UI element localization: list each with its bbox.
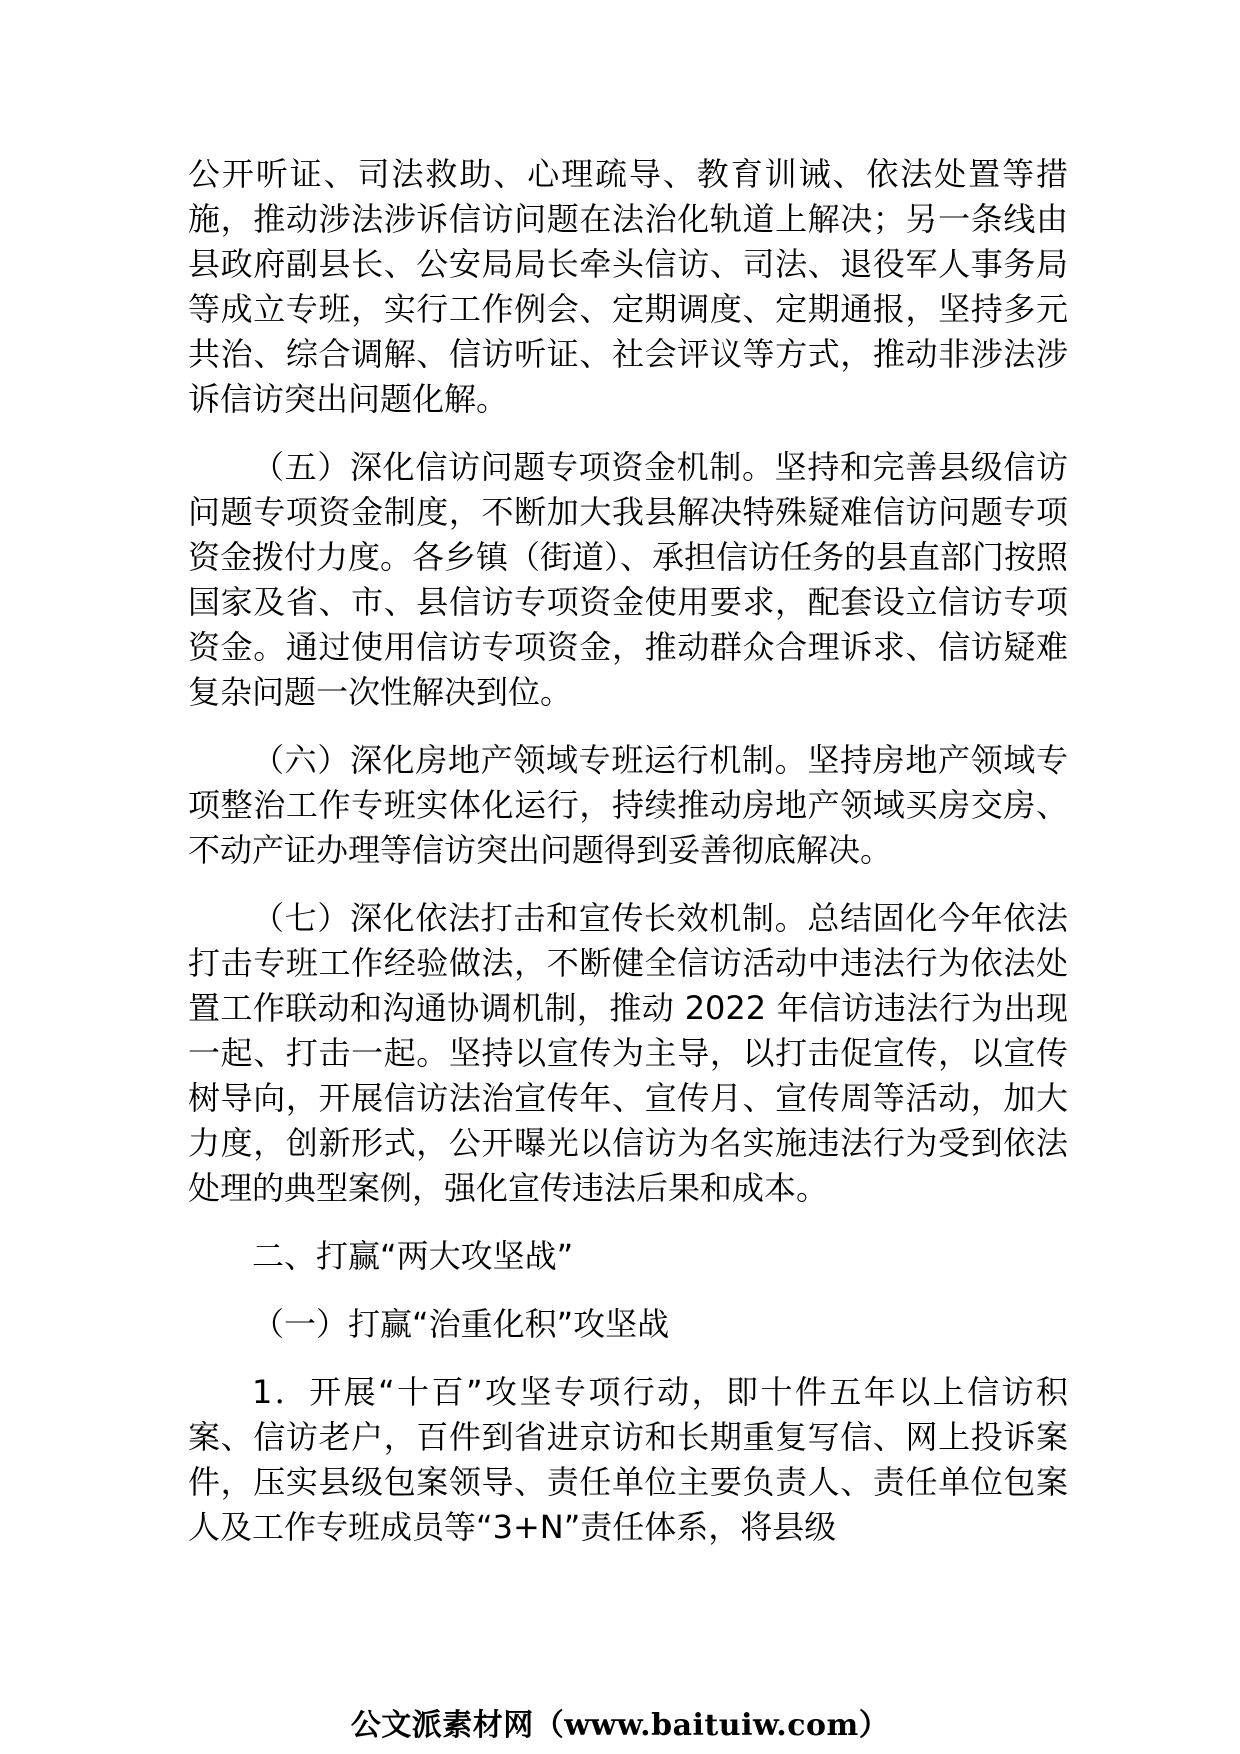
paragraph-action-item-1: 1．开展“十百”攻坚专项行动，即十件五年以上信访积案、信访老户，百件到省进京访和长期重复写信、网上投诉案件，压实县级包案领导、责任单位主要负责人、责任单位包案人及工作专班成员等“3+N”责任体系，将县级: [188, 1373, 1068, 1546]
subsection-heading-governance: （一）打赢“治重化积”攻坚战: [252, 1305, 670, 1343]
watermark-footer: 公文派素材网（www.baituiw.com）: [350, 1708, 890, 1743]
paragraph-real-estate: （六）深化房地产领域专班运行机制。坚持房地产领域专项整治工作专班实体化运行，持续推动房地产领域买房交房、不动产证办理等信访突出问题得到妥善彻底解决。: [188, 741, 1068, 869]
paragraph-legal-crackdown: （七）深化依法打击和宣传长效机制。总结固化今年依法打击专班工作经验做法，不断健全信访活动中违法行为依法处置工作联动和沟通协调机制，推动 2022 年信访违法行为出现一起、打击一起。坚持以宣传为主导，以打击促宣传，以宣传树导向，开展信访法治宣传年、宣传月、宣传周等活动，加大力度，创新形式，公开曝光以信访为名实施违法行为受到依法处理的典型案例，强化宣传违法后果和成本。: [188, 899, 1068, 1207]
section-heading-two-battles: 二、打赢“两大攻坚战”: [252, 1237, 574, 1275]
paragraph-continuation: 公开听证、司法救助、心理疏导、教育训诫、依法处置等措施，推动涉法涉诉信访问题在法治化轨道上解决；另一条线由县政府副县长、公安局局长牵头信访、司法、退役军人事务局等成立专班，实行工作例会、定期调度、定期通报，坚持多元共治、综合调解、信访听证、社会评议等方式，推动非涉法涉诉信访突出问题化解。: [188, 155, 1068, 418]
paragraph-special-funds: （五）深化信访问题专项资金机制。坚持和完善县级信访问题专项资金制度，不断加大我县解决特殊疑难信访问题专项资金拨付力度。各乡镇（街道）、承担信访任务的县直部门按照国家及省、市、县信访专项资金使用要求，配套设立信访专项资金。通过使用信访专项资金，推动群众合理诉求、信访疑难复杂问题一次性解决到位。: [188, 448, 1069, 711]
document-body: [188, 152, 1068, 1573]
